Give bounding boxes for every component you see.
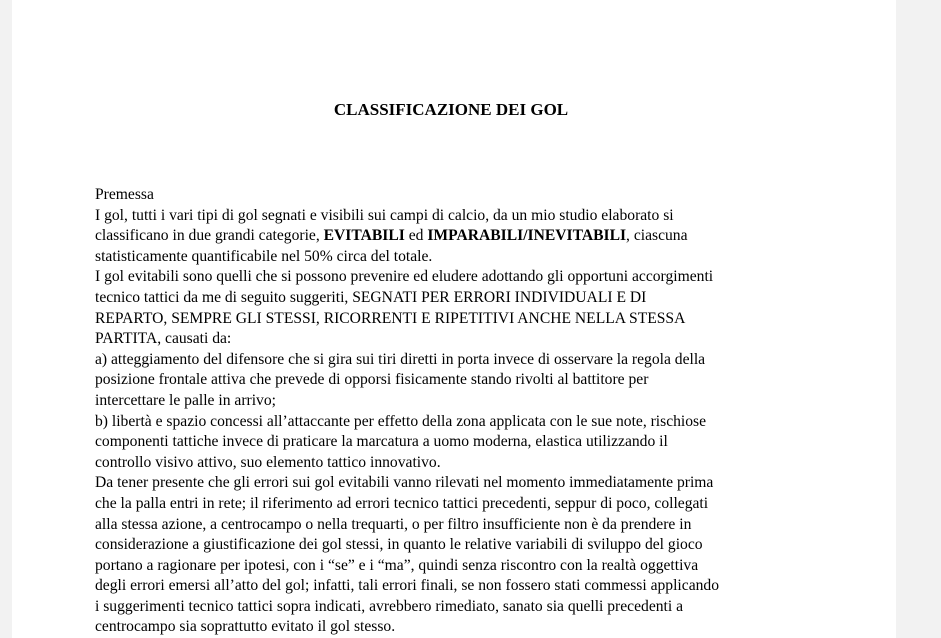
text-line: [95, 556, 835, 577]
scrollbar-track[interactable]: [896, 0, 941, 638]
text-line: [95, 370, 835, 391]
text-run: classificano in due grandi categorie,: [95, 227, 324, 245]
text-line: [95, 453, 835, 474]
text-line: [95, 350, 835, 371]
text-run: I gol, tutti i vari tipi di gol segnati e visibili sui campi di calcio, da un mio studio elaborato si: [95, 206, 674, 224]
text-line: [95, 412, 835, 433]
text-line: [95, 185, 835, 206]
text-run: Premessa: [95, 186, 154, 203]
text-run: REPARTO, SEMPRE GLI STESSI, RICORRENTI E RIPETITIVI ANCHE NELLA STESSA: [95, 309, 686, 327]
text-line: [95, 226, 835, 247]
document-title: CLASSIFICAZIONE DEI GOL: [333, 100, 569, 119]
text-run: Da tener presente che gli errori sui gol evitabili vanno rilevati nel momento immediatamente prima: [95, 474, 714, 492]
bold-text-run: IMPARABILI/INEVITABILI: [427, 227, 627, 245]
text-run: considerazione a giustificazione dei gol stessi, in quanto le relative variabili di sviluppo del gioco: [95, 536, 703, 554]
text-line: [95, 473, 835, 494]
text-run: tecnico tattici da me di seguito suggeriti, SEGNATI PER ERRORI INDIVIDUALI E DI: [95, 288, 647, 306]
text-line: [95, 535, 835, 556]
text-run: intercettare le palle in arrivo;: [95, 391, 276, 409]
text-line: [95, 576, 835, 597]
text-run: degli errori emersi all’atto del gol; infatti, tali errori finali, se non fossero stati commessi applicando: [95, 577, 720, 595]
text-run: portano a ragionare per ipotesi, con i “se” e i “ma”, quindi senza riscontro con la realtà oggettiva: [95, 556, 699, 574]
text-line: [95, 206, 835, 227]
text-run: PARTITA, causati da:: [95, 330, 232, 348]
text-line: [95, 432, 835, 453]
text-line: [95, 288, 835, 309]
text-line: [95, 617, 835, 638]
text-line: [95, 597, 835, 618]
text-line: [95, 391, 835, 412]
text-run: alla stessa azione, a centrocampo o nella trequarti, o per filtro insufficiente non è da prendere in: [95, 515, 692, 533]
text-line: [95, 515, 835, 536]
text-run: statisticamente quantificabile nel 50% circa del totale.: [95, 247, 433, 265]
text-run: , ciascuna: [626, 227, 688, 245]
text-run: a) atteggiamento del difensore che si gira sui tiri diretti in porta invece di osservare la regola della: [95, 350, 706, 368]
document-body: [95, 185, 835, 638]
text-line: [95, 309, 835, 330]
text-line: [95, 329, 835, 350]
text-run: controllo visivo attivo, suo elemento tattico innovativo.: [95, 453, 441, 471]
text-run: componenti tattiche invece di praticare la marcatura a uomo moderna, elastica utilizzando il: [95, 433, 668, 451]
text-run: centrocampo sia soprattutto evitato il gol stesso.: [95, 618, 396, 636]
text-run: che la palla entri in rete; il riferimento ad errori tecnico tattici precedenti, seppur di poco, collegati: [95, 494, 709, 512]
text-run: ed: [404, 227, 428, 245]
text-run: I gol evitabili sono quelli che si possono prevenire ed eludere adottando gli opportuni accorgimenti: [95, 268, 714, 286]
text-run: posizione frontale attiva che prevede di opporsi fisicamente stando rivolti al battitore per: [95, 371, 649, 389]
text-run: b) libertà e spazio concessi all’attaccante per effetto della zona applicata con le sue note, rischiose: [95, 412, 707, 430]
text-line: [95, 267, 835, 288]
bold-text-run: EVITABILI: [323, 227, 405, 245]
text-line: [95, 494, 835, 515]
text-line: [95, 247, 835, 268]
text-run: i suggerimenti tecnico tattici sopra indicati, avrebbero rimediato, sanato sia quelli precedenti a: [95, 597, 684, 615]
